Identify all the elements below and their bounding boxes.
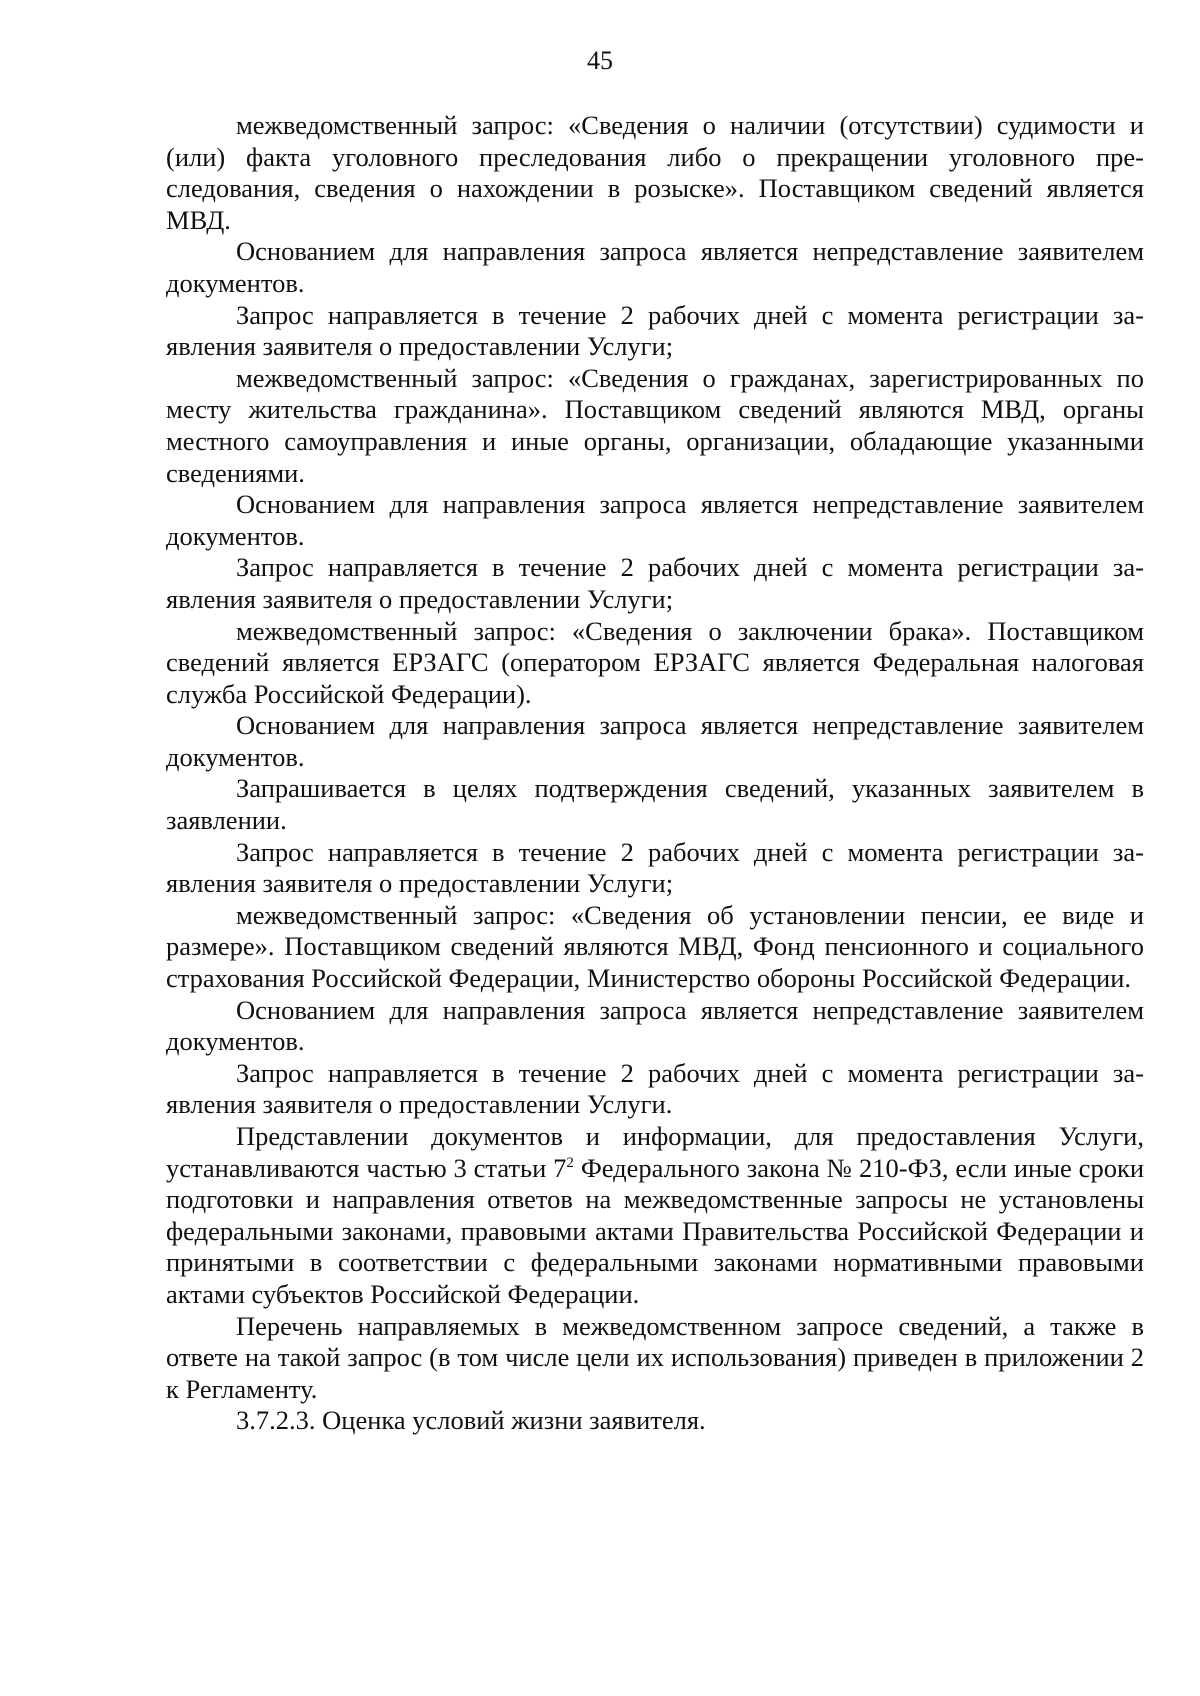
paragraph-marriage-request: межведомственный запрос: «Сведения о заключении брака». Поставщиком сведений является ЕРЗАГС (оператором ЕРЗАГС является Федеральная налоговая служба Российской Федерации). — [166, 615, 1144, 709]
paragraph-request-basis: Основанием для направления запроса является непредставление заявителем документов. — [166, 710, 1144, 772]
paragraph-request-basis: Основанием для направления запроса является непредставление заявителем документов. — [166, 236, 1144, 298]
paragraph-appendix-reference: Перечень направляемых в межведомственном запросе сведений, а также в ответе на такой запрос (в том числе цели их использования) приведен в приложении 2 к Регламенту. — [166, 1310, 1144, 1404]
paragraph-response-deadlines-text-before: Представлении документов и информации, для предоставления Услуги, устанавливаются частью 3 статьи 7 — [166, 1121, 1144, 1183]
paragraph-request-deadline: Запрос направляется в течение 2 рабочих дней с момента регистрации заявления заявителя о предоставлении Услуги; — [166, 299, 1144, 362]
paragraph-pension-request: межведомственный запрос: «Сведения об установлении пенсии, ее виде и размере». Поставщиком сведений являются МВД, Фонд пенсионного и социального страхования Российской Федерации, Министерство обороны Российской Федерации. — [166, 899, 1144, 994]
paragraph-request-deadline: Запрос направляется в течение 2 рабочих дней с момента регистрации заявления заявителя о предоставлении Услуги. — [166, 1057, 1144, 1120]
paragraph-request-purpose: Запрашивается в целях подтверждения сведений, указанных заявителем в заявлении. — [166, 773, 1144, 836]
paragraph-response-deadlines-text-after: Федерального закона № 210-ФЗ, если иные сроки подготовки и направления ответов на межведомственные запросы не установлены федеральными законами, правовыми актами Правительства Российской Федерации и принятыми в соответствии с федеральными законами нормативными правовыми актами субъектов Российской Федерации. — [166, 1152, 1144, 1309]
paragraph-registration-request: межведомственный запрос: «Сведения о гражданах, зарегистрированных по месту жительства гражданина». Поставщиком сведений являются МВД, органы местного самоуправления и иные органы, организации, обладающие указанными сведениями. — [166, 362, 1144, 488]
paragraph-request-deadline: Запрос направляется в течение 2 рабочих дней с момента регистрации заявления заявителя о предоставлении Услуги; — [166, 552, 1144, 614]
paragraph-request-basis: Основанием для направления запроса является непредставление заявителем документов. — [166, 994, 1144, 1057]
paragraph-request-basis: Основанием для направления запроса является непредставление заявителем документов. — [166, 489, 1144, 551]
article-superscript: 2 — [566, 1154, 574, 1171]
paragraph-request-deadline: Запрос направляется в течение 2 рабочих дней с момента регистрации заявления заявителя о предоставлении Услуги; — [166, 836, 1144, 899]
document-body — [166, 110, 1144, 1437]
paragraph-response-deadlines — [166, 1121, 1144, 1311]
section-heading-3-7-2-3: 3.7.2.3. Оценка условий жизни заявителя. — [236, 1405, 706, 1436]
paragraph-mvd-criminal-record-request: межведомственный запрос: «Сведения о наличии (отсутствии) судимости и (или) факта уголовного преследования либо о прекращении уголовного преследования, сведения о нахождении в розыске». Поставщиком сведений является МВД. — [166, 110, 1144, 235]
page-number: 45 — [587, 46, 613, 75]
